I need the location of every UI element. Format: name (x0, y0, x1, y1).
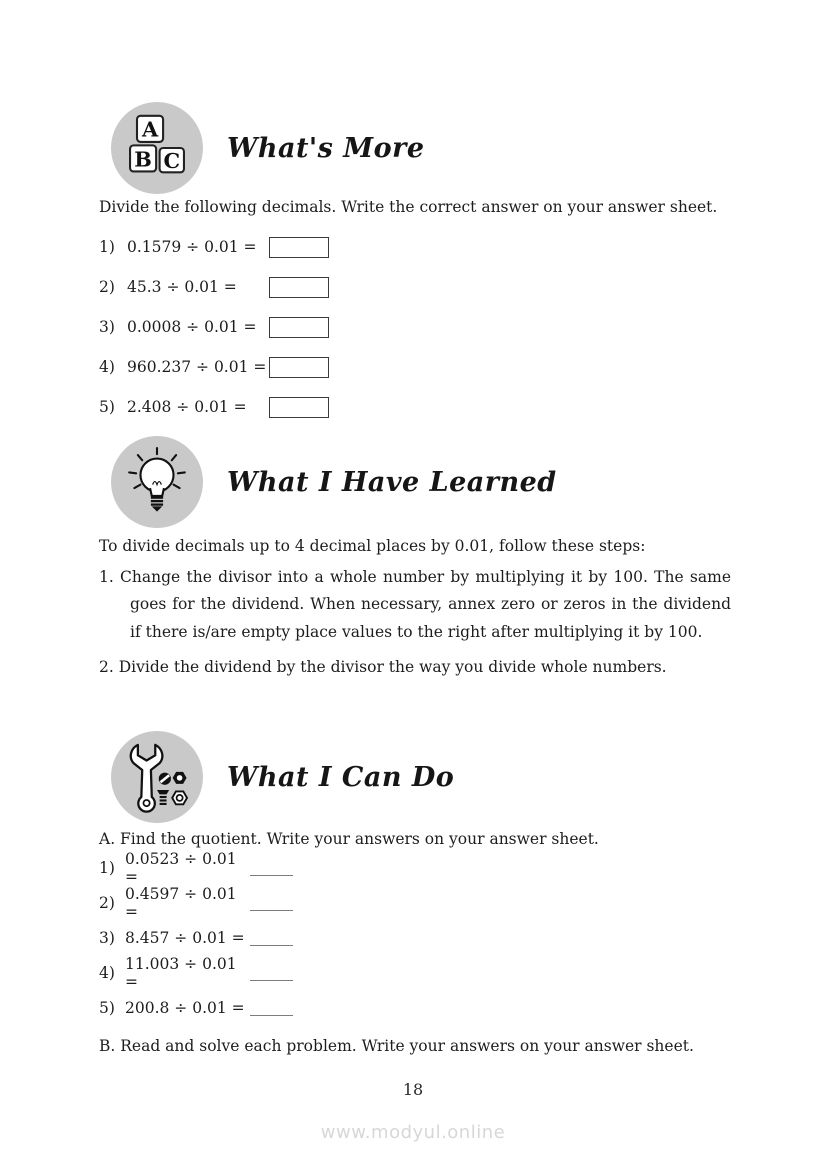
answer-blank (250, 895, 293, 911)
problem-expression: 0.0008 ÷ 0.01 = (127, 318, 257, 336)
answer-box (269, 237, 329, 258)
section-title-what-i-have-learned: What I Have Learned (227, 466, 557, 498)
section-header-whats-more (111, 102, 425, 194)
page-number: 18 (402, 1080, 424, 1099)
section-title-whats-more: What's More (227, 132, 425, 164)
problem-row (99, 396, 329, 418)
answer-blank (250, 860, 293, 876)
problem-expression: 0.0523 ÷ 0.01 = (125, 850, 237, 886)
problem-number: 5) (99, 999, 115, 1017)
problem-expression: 200.8 ÷ 0.01 = (125, 999, 245, 1017)
problem-number: 5) (99, 398, 115, 416)
problem-number: 3) (99, 318, 115, 336)
problem-row (99, 356, 329, 378)
problem-expression: 8.457 ÷ 0.01 = (125, 929, 245, 947)
light-bulb-icon (111, 436, 203, 528)
can-do-part-b-instruction: B. Read and solve each problem. Write your answers on your answer sheet. (99, 1037, 694, 1055)
answer-box (269, 397, 329, 418)
svg-text:C: C (163, 148, 181, 173)
problem-row (99, 928, 293, 948)
problem-expression: 0.4597 ÷ 0.01 = (125, 885, 237, 921)
answer-box (269, 357, 329, 378)
problem-expression: 45.3 ÷ 0.01 = (127, 278, 237, 296)
problem-number: 4) (99, 964, 115, 982)
answer-blank (250, 1000, 293, 1016)
problem-row (99, 885, 293, 921)
learned-step-1: 1. Change the divisor into a whole number by multiplying it by 100. The same goes for the dividend. When necessary, annex zero or zeros in the dividend if there is/are empty place values to the right after multiplying it by 100. (99, 568, 731, 641)
problem-expression: 2.408 ÷ 0.01 = (127, 398, 247, 416)
problem-row (99, 316, 329, 338)
problem-row (99, 276, 329, 298)
section-header-what-i-have-learned (111, 436, 557, 528)
section-title-what-i-can-do: What I Can Do (227, 761, 455, 793)
learned-intro: To divide decimals up to 4 decimal places by 0.01, follow these steps: (99, 537, 646, 555)
problem-row (99, 850, 293, 886)
abc-blocks-icon (111, 102, 203, 194)
whats-more-instruction: Divide the following decimals. Write the correct answer on your answer sheet. (99, 198, 718, 216)
answer-box (269, 277, 329, 298)
problem-number: 1) (99, 859, 115, 877)
answer-box (269, 317, 329, 338)
whats-more-problem-list (99, 236, 329, 436)
problem-row (99, 998, 293, 1018)
can-do-part-a-instruction: A. Find the quotient. Write your answers on your answer sheet. (99, 830, 599, 848)
problem-expression: 11.003 ÷ 0.01 = (125, 955, 237, 991)
answer-blank (250, 965, 293, 981)
svg-text:B: B (134, 146, 152, 172)
watermark: www.modyul.online (320, 1122, 506, 1143)
problem-expression: 960.237 ÷ 0.01 = (127, 358, 267, 376)
svg-text:A: A (141, 116, 159, 142)
problem-number: 2) (99, 894, 115, 912)
problem-number: 1) (99, 238, 115, 256)
learned-step-2: 2. Divide the dividend by the divisor the way you divide whole numbers. (99, 658, 667, 676)
answer-blank (250, 930, 293, 946)
can-do-problem-list (99, 850, 293, 1033)
problem-number: 3) (99, 929, 115, 947)
problem-expression: 0.1579 ÷ 0.01 = (127, 238, 257, 256)
wrench-icon (111, 731, 203, 823)
problem-row (99, 955, 293, 991)
problem-row (99, 236, 329, 258)
problem-number: 2) (99, 278, 115, 296)
problem-number: 4) (99, 358, 115, 376)
section-header-what-i-can-do (111, 731, 454, 823)
